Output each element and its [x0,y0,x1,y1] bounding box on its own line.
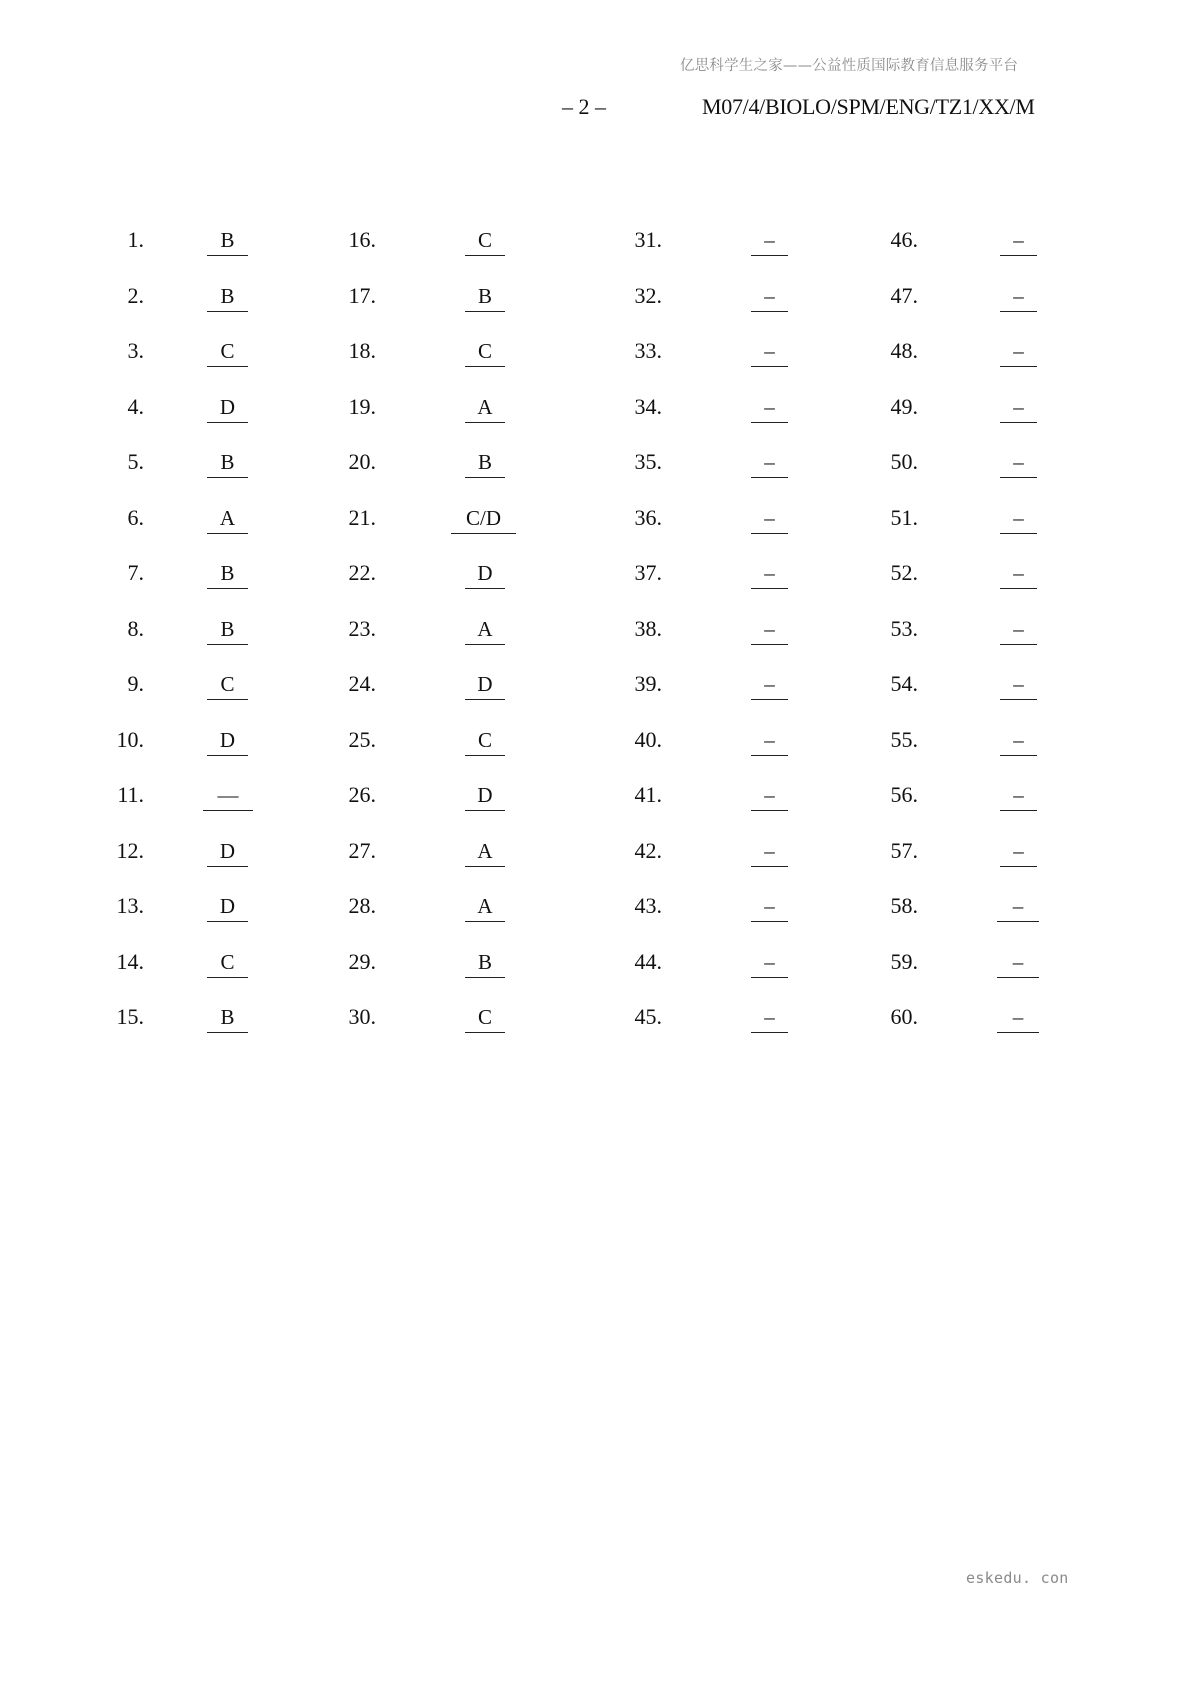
question-number: 56. [890,782,918,807]
answer-value: – [751,1003,788,1033]
question-number: 4. [127,393,144,419]
question-number: 11. [117,782,144,807]
answer-value: A [465,393,505,423]
question-number: 24. [348,671,376,696]
answer-row [0,781,1191,837]
answer-value: — [203,781,253,811]
answer-row [0,948,1191,1004]
answer-value: C/D [451,504,516,534]
answer-value: B [207,448,248,478]
answer-value: C [465,726,505,756]
question-number: 36. [634,504,662,530]
question-number: 58. [890,893,918,918]
answer-value: – [1000,559,1037,589]
question-number: 14. [116,948,144,974]
question-number: 5. [127,449,144,474]
answer-row [0,282,1191,338]
watermark-banner: 亿思科学生之家——公益性质国际教育信息服务平台 [680,58,1019,74]
question-number: 20. [348,449,376,474]
answer-row [0,559,1191,615]
answer-value: – [751,726,788,756]
answer-value: C [207,948,248,978]
answer-value: B [207,226,248,256]
answer-value: – [1000,615,1037,645]
answer-value: – [751,837,788,867]
question-number: 46. [890,227,918,252]
answer-value: – [997,1003,1039,1033]
question-number: 13. [116,893,144,918]
question-number: 54. [890,671,918,696]
question-number: 18. [348,338,376,363]
answer-value: C [207,337,248,367]
answer-value: C [207,670,248,700]
answer-value: – [1000,837,1037,867]
answer-value: B [207,615,248,645]
answer-value: B [465,282,505,312]
answer-value: – [751,948,788,978]
answer-row [0,337,1191,393]
answer-value: D [465,559,505,589]
question-number: 35. [634,449,662,474]
question-number: 10. [116,726,144,752]
answer-value: A [207,504,248,534]
answer-key-grid [0,226,1191,1059]
question-number: 30. [348,1004,376,1029]
answer-value: B [465,948,505,978]
answer-row [0,504,1191,560]
answer-value: – [751,448,788,478]
answer-value: C [465,226,505,256]
answer-value: – [997,948,1039,978]
question-number: 6. [127,504,144,530]
answer-value: A [465,615,505,645]
answer-value: B [207,559,248,589]
answer-row [0,670,1191,726]
question-number: 51. [890,504,918,530]
answer-row [0,226,1191,282]
question-number: 19. [348,393,376,419]
question-number: 45. [634,1004,662,1029]
question-number: 29. [348,948,376,974]
question-number: 37. [634,560,662,585]
question-number: 25. [348,726,376,752]
question-number: 49. [890,393,918,419]
question-number: 21. [348,504,376,530]
question-number: 7. [127,560,144,585]
question-number: 44. [634,948,662,974]
document-code: M07/4/BIOLO/SPM/ENG/TZ1/XX/M [702,94,1035,119]
question-number: 17. [348,282,376,308]
answer-value: A [465,892,505,922]
question-number: 34. [634,393,662,419]
answer-value: D [207,892,248,922]
answer-value: – [1000,337,1037,367]
question-number: 16. [348,227,376,252]
question-number: 53. [890,615,918,641]
question-number: 52. [890,560,918,585]
question-number: 60. [890,1004,918,1029]
question-number: 27. [348,837,376,863]
answer-value: – [751,781,788,811]
question-number: 32. [634,282,662,308]
answer-value: – [751,559,788,589]
answer-value: – [1000,282,1037,312]
answer-value: – [1000,393,1037,423]
answer-value: – [751,337,788,367]
question-number: 38. [634,615,662,641]
question-number: 41. [634,782,662,807]
question-number: 15. [116,1004,144,1029]
answer-row [0,892,1191,948]
answer-value: D [207,393,248,423]
answer-value: B [207,1003,248,1033]
question-number: 8. [127,615,144,641]
answer-value: – [1000,670,1037,700]
answer-value: – [751,892,788,922]
answer-value: – [1000,448,1037,478]
page-number: – 2 – [562,94,606,119]
answer-value: D [465,670,505,700]
question-number: 48. [890,338,918,363]
answer-value: – [751,615,788,645]
answer-value: – [751,282,788,312]
question-number: 9. [127,671,144,696]
answer-value: – [751,670,788,700]
question-number: 40. [634,726,662,752]
question-number: 59. [890,948,918,974]
answer-value: D [465,781,505,811]
question-number: 39. [634,671,662,696]
question-number: 28. [348,893,376,918]
answer-row [0,393,1191,449]
question-number: 42. [634,837,662,863]
answer-value: – [1000,226,1037,256]
question-number: 12. [116,837,144,863]
answer-value: – [751,504,788,534]
footer-site: eskedu. con [966,1569,1069,1587]
question-number: 1. [127,227,144,252]
answer-value: – [997,892,1039,922]
question-number: 33. [634,338,662,363]
answer-value: B [465,448,505,478]
answer-row [0,837,1191,893]
answer-row [0,448,1191,504]
question-number: 50. [890,449,918,474]
answer-value: – [1000,781,1037,811]
answer-value: A [465,837,505,867]
question-number: 26. [348,782,376,807]
answer-value: – [1000,726,1037,756]
question-number: 31. [634,227,662,252]
answer-value: D [207,726,248,756]
question-number: 47. [890,282,918,308]
question-number: 55. [890,726,918,752]
answer-value: C [465,337,505,367]
question-number: 3. [127,338,144,363]
question-number: 22. [348,560,376,585]
question-number: 43. [634,893,662,918]
answer-row [0,615,1191,671]
answer-value: – [1000,504,1037,534]
question-number: 57. [890,837,918,863]
question-number: 23. [348,615,376,641]
answer-value: – [751,393,788,423]
answer-value: D [207,837,248,867]
answer-row [0,1003,1191,1059]
answer-value: B [207,282,248,312]
question-number: 2. [127,282,144,308]
answer-row [0,726,1191,782]
answer-value: – [751,226,788,256]
answer-value: C [465,1003,505,1033]
